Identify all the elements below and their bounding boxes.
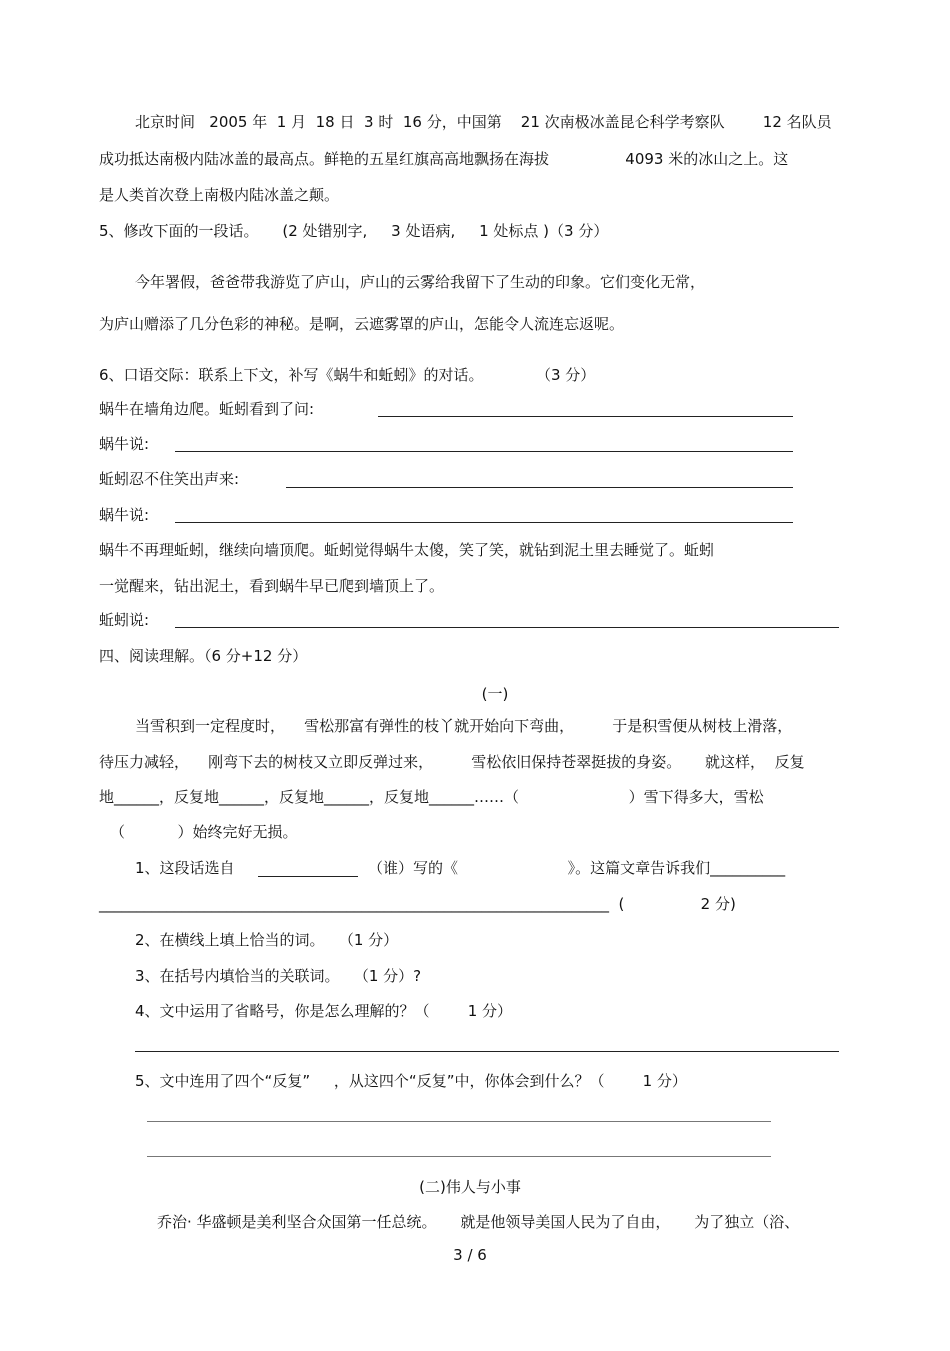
intro-line-1: 北京时间 2005 年 1 月 18 日 3 时 16 分，中国第 21 次南极冰盖昆仑科学考察队 12 名队员 [135, 113, 832, 131]
answer-line[interactable] [175, 627, 839, 628]
answer-line[interactable] [135, 1051, 839, 1052]
reading-1-q5: 5、文中连用了四个“反复” ，从这四个“反复”中，你体会到什么？（ 1 分） [135, 1072, 687, 1090]
reading-1-q1-end: （谁）写的《 》。这篇文章告诉我们__________ [368, 859, 786, 877]
q6-line-d: 蜗牛说: [99, 506, 150, 524]
q6-line-c: 蚯蚓忍不住笑出声来: [99, 470, 240, 488]
page-number: 3 / 6 [453, 1246, 487, 1264]
reading-1-q4: 4、文中运用了省略号，你是怎么理解的？（ 1 分） [135, 1002, 513, 1020]
reading-1-para-2: 待压力减轻， 刚弯下去的树枝又立即反弹过来， 雪松依旧保持苍翠挺拔的身姿。 就这样， 反复 [99, 753, 805, 771]
answer-line[interactable] [286, 487, 793, 488]
reading-2-heading: (二)伟人与小事 [419, 1178, 521, 1196]
q5-text-2: 为庐山赠添了几分色彩的神秘。是啊，云遮雾罩的庐山，怎能令人流连忘返呢。 [99, 315, 625, 333]
q6-title: 6、口语交际：联系上下文，补写《蜗牛和蚯蚓》的对话。 （3 分） [99, 366, 596, 384]
answer-line[interactable] [175, 451, 793, 452]
reading-1-q3: 3、在括号内填恰当的关联词。 （1 分）? [135, 967, 422, 985]
reading-2-para-1: 乔治· 华盛顿是美利坚合众国第一任总统。 就是他领导美国人民为了自由， 为了独立（浴、 [157, 1213, 800, 1231]
q6-line-b: 蜗牛说: [99, 435, 150, 453]
reading-1-heading: (一) [481, 685, 509, 703]
answer-line[interactable] [147, 1121, 771, 1122]
reading-1-q2: 2、在横线上填上恰当的词。 （1 分） [135, 931, 399, 949]
author-blank[interactable] [258, 876, 358, 877]
reading-1-para-1: 当雪积到一定程度时， 雪松那富有弹性的枝丫就开始向下弯曲， 于是积雪便从树枝上滑落， [135, 717, 793, 735]
reading-1-para-4: （ ）始终完好无损。 [110, 823, 298, 841]
q5-text-1: 今年署假，爸爸带我游览了庐山，庐山的云雾给我留下了生动的印象。它们变化无常， [135, 273, 706, 291]
q6-line-a: 蜗牛在墙角边爬。蚯蚓看到了问: [99, 400, 315, 418]
answer-line[interactable] [147, 1156, 771, 1157]
reading-1-q1-line-2: ____________________________________________________________________ ( 2 分) [99, 895, 736, 913]
q6-narration-1: 蜗牛不再理蚯蚓，继续向墙顶爬。蚯蚓觉得蜗牛太傻，笑了笑，就钻到泥土里去睡觉了。蚯蚓 [99, 541, 715, 559]
answer-line[interactable] [175, 522, 793, 523]
q5-title: 5、修改下面的一段话。 (2 处错别字, 3 处语病, 1 处标点 )（3 分） [99, 222, 609, 240]
intro-line-3: 是人类首次登上南极内陆冰盖之颠。 [99, 186, 340, 204]
q6-narration-2: 一觉醒来，钻出泥土，看到蜗牛早已爬到墙顶上了。 [99, 577, 445, 595]
section-4-title: 四、阅读理解。（6 分+12 分） [99, 647, 308, 665]
intro-line-2: 成功抵达南极内陆冰盖的最高点。鲜艳的五星红旗高高地飘扬在海拔 4093 米的冰山之上。这 [99, 150, 789, 168]
reading-1-q1-start: 1、这段话选自 [135, 859, 235, 877]
answer-line[interactable] [378, 416, 793, 417]
reading-1-para-3: 地______，反复地______，反复地______，反复地______……（ ）雪下得多大，雪松 [99, 788, 764, 806]
q6-line-e: 蚯蚓说: [99, 611, 150, 629]
